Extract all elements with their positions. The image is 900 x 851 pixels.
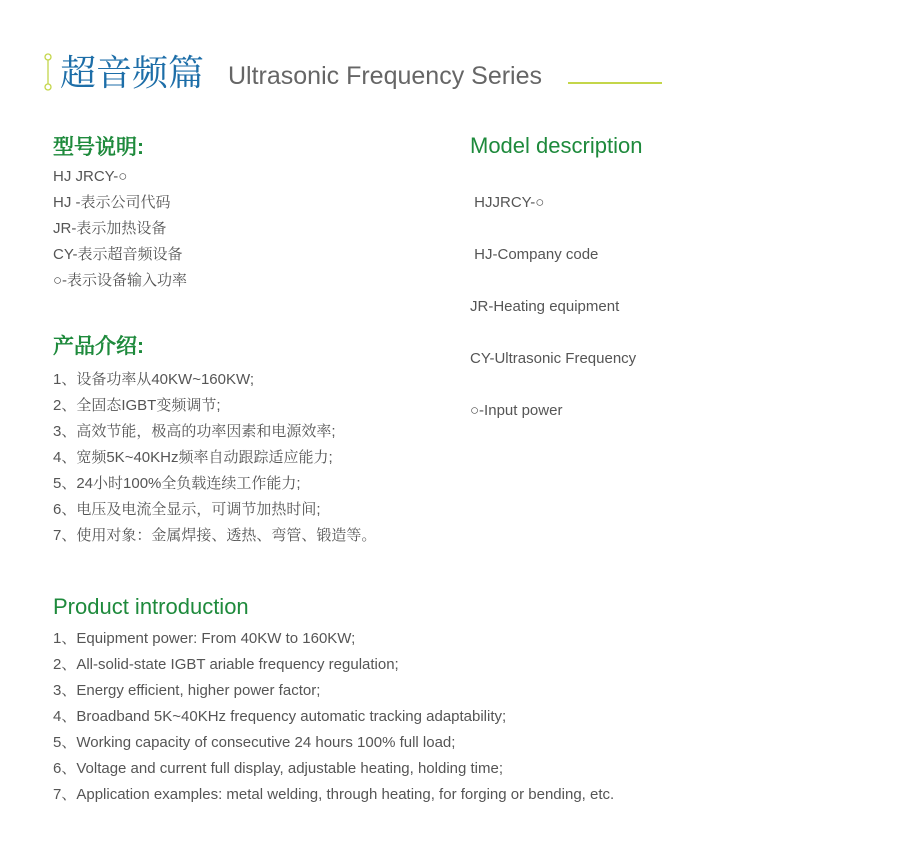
model-description-heading-cn: 型号说明:: [53, 136, 144, 159]
list-item: 6、Voltage and current full display, adjustable heating, holding time;: [53, 760, 504, 777]
page-title-en: Ultrasonic Frequency Series: [228, 62, 543, 90]
list-item: CY-表示超音频设备: [53, 246, 183, 263]
list-item: CY-Ultrasonic Frequency: [470, 350, 637, 367]
list-item: ○-Input power: [470, 402, 563, 419]
product-intro-list-cn: [53, 367, 376, 549]
list-item: HJ -表示公司代码: [53, 194, 171, 211]
model-description-list-cn: [53, 164, 187, 294]
list-item: HJ-Company code: [470, 246, 599, 263]
product-intro-list-en: [53, 626, 614, 808]
product-intro-heading-cn: 产品介绍:: [53, 335, 144, 358]
list-item: HJ JRCY-○: [53, 168, 128, 185]
list-item: 2、全固态IGBT变频调节;: [53, 397, 221, 414]
list-item: 2、All-solid-state IGBT ariable frequency regulation;: [53, 656, 399, 673]
list-item: 3、Energy efficient, higher power factor;: [53, 682, 321, 699]
list-item: 7、Application examples: metal welding, through heating, for forging or bending, etc.: [53, 786, 615, 803]
page-title-cn: 超音频篇: [60, 52, 205, 93]
product-intro-heading-en: Product introduction: [53, 594, 249, 619]
list-item: JR-表示加热设备: [53, 220, 167, 237]
model-description-heading-en: Model description: [470, 133, 643, 158]
list-item: 7、使用对象：金属焊接、透热、弯管、锻造等。: [53, 527, 377, 544]
list-item: 1、设备功率从40KW~160KW;: [53, 371, 255, 388]
model-description-list-en: [470, 164, 636, 450]
list-item: 5、24小时100%全负载连续工作能力;: [53, 475, 301, 492]
title-underline: [568, 82, 662, 84]
list-item: 5、Working capacity of consecutive 24 hours 100% full load;: [53, 734, 456, 751]
list-item: 3、高效节能，极高的功率因素和电源效率;: [53, 423, 336, 440]
list-item: 1、Equipment power: From 40KW to 160KW;: [53, 630, 356, 647]
list-item: HJJRCY-○: [470, 194, 545, 211]
list-item: JR-Heating equipment: [470, 298, 620, 315]
list-item: ○-表示设备输入功率: [53, 272, 188, 289]
list-item: 4、Broadband 5K~40KHz frequency automatic tracking adaptability;: [53, 708, 507, 725]
title-decoration-icon: [44, 53, 52, 91]
list-item: 6、电压及电流全显示，可调节加热时间;: [53, 501, 321, 518]
list-item: 4、宽频5K~40KHz频率自动跟踪适应能力;: [53, 449, 333, 466]
